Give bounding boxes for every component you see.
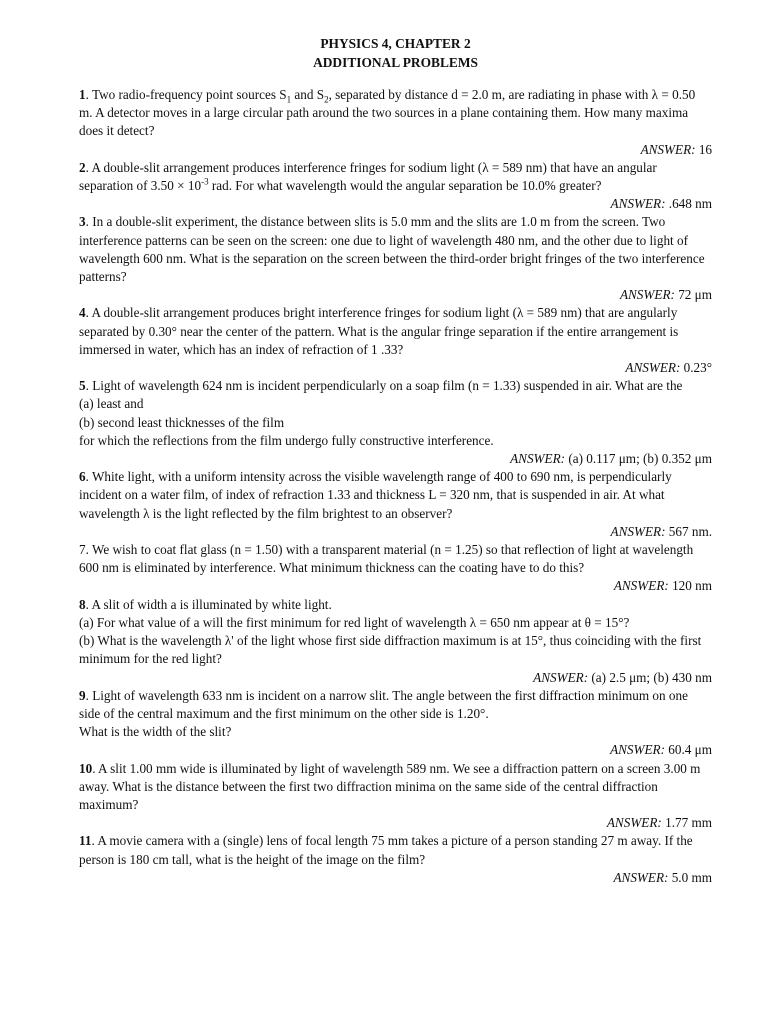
answer-value: (a) 0.117 μm; (b) 0.352 μm [568, 451, 712, 467]
problem-text: 1. Two radio-frequency point sources $S_1$ and $S_2$, separated by distance d = 2.0 m, are radiating in phase with λ = 0.50 m. A detector moves in a large circular path around the two sources in a plane containing them. How many maxima does it detect? [79, 87, 696, 139]
answer [79, 286, 712, 304]
answer-value: .648 nm [668, 196, 712, 212]
answer-value: (a) 2.5 μm; (b) 430 nm [591, 669, 712, 685]
answer [79, 814, 712, 832]
answer [79, 195, 712, 213]
problem-9 [79, 687, 712, 760]
problem-text: 2. A double-slit arrangement produces interference fringes for sodium light (λ = 589 nm) that have an angular separation of $3.50 \times 10^{-3}$ rad. For what wavelength would the angular separation be 10.0% greater? [79, 159, 657, 194]
answer-label: ANSWER: [613, 578, 669, 594]
answer [79, 741, 712, 759]
answer-label: ANSWER: [613, 869, 669, 885]
problem-1 [79, 86, 712, 159]
problem-number: 11 [79, 833, 92, 849]
problem-number: 6 [79, 469, 86, 485]
answer [79, 869, 712, 887]
answer-label: ANSWER: [533, 669, 589, 685]
answer-value: 60.4 μm [668, 742, 712, 758]
answer-label: ANSWER: [625, 360, 681, 376]
answer-value: 1.77 mm [665, 815, 712, 831]
answer-label: ANSWER: [610, 523, 666, 539]
problem-10 [79, 760, 712, 833]
answer-value: 5.0 mm [671, 869, 712, 885]
problem-number: 10 [79, 760, 93, 776]
problem-11 [79, 832, 712, 887]
problem-4 [79, 304, 712, 377]
problem-3 [79, 213, 712, 304]
problem-number: 1 [79, 87, 86, 102]
answer-value: 72 μm [678, 287, 712, 303]
problem-part-a: (a) For what value of a will the first minimum for red light of wavelength λ = 650 nm appear at θ = 15°? [79, 614, 630, 630]
problem-5 [79, 377, 712, 468]
problem-text: 9. Light of wavelength 633 nm is incident on a narrow slit. The angle between the first diffraction minimum on one side of the central maximum and the first minimum on the other side is 1.20°. What is the width of the slit? [79, 687, 688, 740]
problem-number: 9 [79, 687, 86, 703]
problem-text: 7. We wish to coat flat glass (n = 1.50) with a transparent material (n = 1.25) so that reflection of light at wavelength 600 nm is eliminated by interference. What minimum thickness can the coating have to do this? [79, 542, 694, 576]
answer-value: 0.23° [683, 360, 712, 376]
problem-number: 5 [79, 378, 86, 394]
answer [79, 450, 712, 468]
answer-label: ANSWER: [606, 815, 662, 831]
problem-number: 4 [79, 305, 86, 321]
problem-text: 3. In a double-slit experiment, the distance between slits is 5.0 mm and the slits are 1.0 m from the screen. Two interference patterns can be seen on the screen: one due to light of wavelength 480 nm, and the other due to light of wavelength 600 nm. What is the separation on the screen between the third-order bright fringes of the two interference patterns? [79, 214, 705, 285]
answer-value: 567 nm. [668, 523, 712, 539]
answer-value: 120 nm [672, 578, 712, 594]
document-subtitle: ADDITIONAL PROBLEMS [313, 55, 478, 70]
problem-text: 4. A double-slit arrangement produces bright interference fringes for sodium light (λ = 589 nm) that are angularly separated by 0.30° near the center of the pattern. What is the angular fringe separation if the entire arrangement is immersed in water, which has an index of refraction of 1 .33? [79, 305, 679, 357]
answer-label: ANSWER: [619, 287, 675, 303]
problem-part-a: (a) least and [79, 396, 144, 412]
answer-label: ANSWER: [510, 451, 566, 467]
problem-2 [79, 159, 712, 214]
problem-text: 8. A slit of width a is illuminated by white light. (a) For what value of a will the first minimum for red light of wavelength λ = 650 nm appear at θ = 15°? (b) What is the wavelength λ' of the light whose first side diffraction maximum is at 15°, thus coinciding with the first minimum for the red light? [79, 596, 712, 669]
problem-6 [79, 468, 712, 541]
problem-part-b: (b) What is the wavelength λ' of the light whose first side diffraction maximum is at 15°, thus coinciding with the first minimum for the red light? [79, 633, 702, 667]
problem-number: 3 [79, 214, 86, 230]
problem-7 [79, 541, 712, 596]
problem-text: 6. White light, with a uniform intensity across the visible wavelength range of 400 to 690 nm, is perpendicularly incident on a water film, of index of refraction 1.33 and thickness L = 320 nm, that is suspended in air. At what wavelength λ is the light reflected by the film brightest to an observer? [79, 469, 672, 521]
answer-label: ANSWER: [640, 141, 696, 157]
answer [79, 523, 712, 541]
answer [79, 669, 712, 687]
problem-part-b: (b) second least thicknesses of the film [79, 414, 285, 430]
document-header [79, 34, 712, 72]
problem-number: 2 [79, 159, 86, 175]
problem-8 [79, 596, 712, 687]
answer-label: ANSWER: [610, 196, 666, 212]
problem-text: 11. A movie camera with a (single) lens of focal length 75 mm takes a picture of a person standing 27 m away. If the person is 180 cm tall, what is the height of the image on the film? [79, 833, 693, 867]
document-title: PHYSICS 4, CHAPTER 2 [320, 36, 471, 51]
answer [79, 577, 712, 595]
answer-value: 16 [698, 141, 712, 157]
problem-number: 7 [79, 542, 86, 558]
problem-number: 8 [79, 596, 86, 612]
problem-text: 5. Light of wavelength 624 nm is incident perpendicularly on a soap film (n = 1.33) suspended in air. What are the (a) least and (b) second least thicknesses of the film for which the reflections from the film undergo fully constructive interference. [79, 377, 712, 450]
problem-text: 10. A slit 1.00 mm wide is illuminated by light of wavelength 589 nm. We see a diffraction pattern on a screen 3.00 m away. What is the distance between the first two diffraction minima on the same side of the central diffraction maximum? [79, 760, 701, 812]
answer [79, 359, 712, 377]
answer-label: ANSWER: [610, 742, 665, 758]
answer [79, 141, 712, 159]
